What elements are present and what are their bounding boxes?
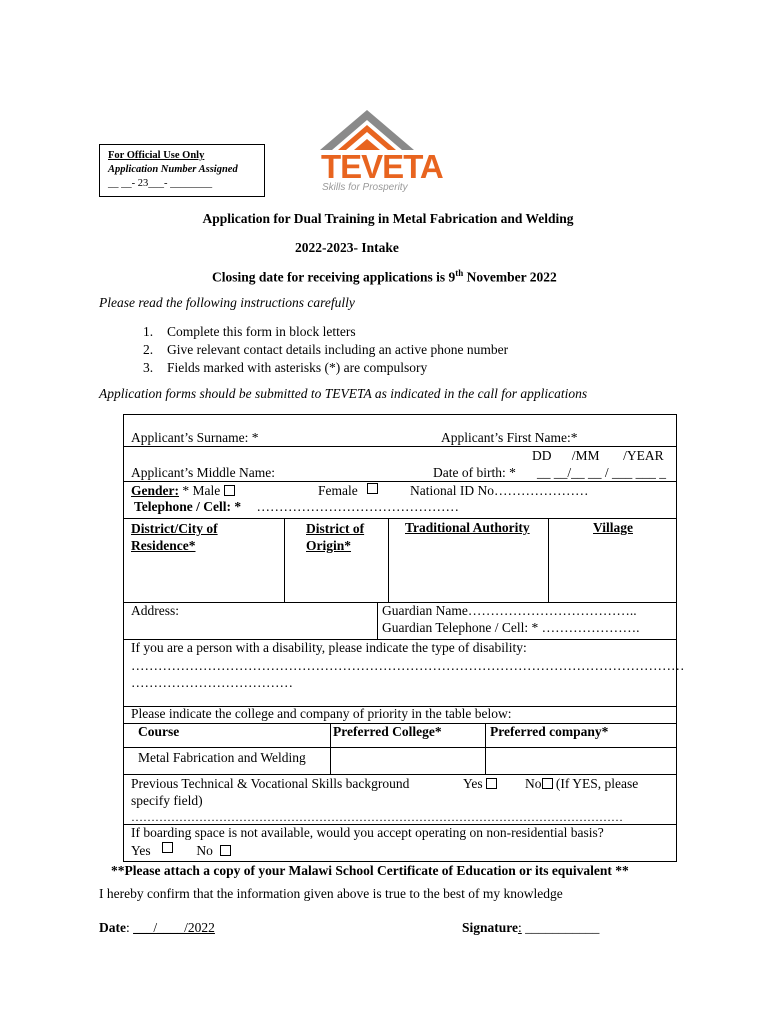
list-item: 3. Fields marked with asterisks (*) are compulsory — [143, 360, 428, 375]
telephone-label: Telephone / Cell: * — [134, 499, 242, 514]
submission-note: Application forms should be submitted to TEVETA as indicated in the call for applications — [99, 386, 588, 401]
application-number-label: Application Number Assigned — [108, 164, 238, 175]
logo-tagline: Skills for Prosperity — [322, 182, 408, 193]
official-use-title: For Official Use Only — [108, 150, 205, 161]
boarding-no-checkbox[interactable] — [220, 845, 231, 856]
gender-row — [131, 483, 235, 499]
closing-date: Closing date for receiving applications is 9th November 2022 — [212, 268, 557, 285]
boarding-no-label: No — [196, 843, 213, 858]
roof-icon — [316, 108, 418, 152]
tvs-specify-label: specify field) — [131, 793, 203, 808]
surname-field[interactable]: Applicant’s Surname: * — [131, 430, 259, 445]
intake-heading: 2022-2023- Intake — [295, 240, 399, 255]
tvs-background-question: Previous Technical & Vocational Skills background — [131, 776, 410, 791]
official-use-box — [99, 144, 265, 197]
tvs-specify-line[interactable]: …………………………………………………………………………………………………………… — [131, 810, 623, 824]
district-origin-header: District of Origin* — [306, 521, 365, 553]
traditional-authority-header: Traditional Authority — [405, 520, 530, 535]
female-label: Female — [318, 483, 358, 498]
district-residence-header: District/City of Residence* — [131, 521, 218, 553]
tvs-yes-label: Yes — [463, 776, 483, 791]
teveta-logo — [316, 108, 443, 196]
form-title: Application for Dual Training in Metal Fabrication and Welding — [202, 211, 574, 226]
logo-wordmark: TEVETA — [321, 148, 443, 185]
date-value[interactable]: ___/____/2022 — [133, 920, 215, 935]
disability-question: If you are a person with a disability, please indicate the type of disability: — [131, 640, 527, 655]
disability-answer-line[interactable]: …………………………………………………………………………………………………………… — [131, 658, 685, 673]
instructions-lead: Please read the following instructions carefully — [99, 295, 355, 310]
preferred-college-header: Preferred College* — [333, 724, 442, 739]
disability-answer-line[interactable]: ……………………………… — [131, 675, 293, 690]
signature-field[interactable]: Signature: ___________ — [462, 920, 600, 935]
telephone-field[interactable]: ……………………………………… — [256, 499, 460, 514]
female-option — [318, 483, 378, 499]
date-field[interactable]: Date: ___/____/2022 — [99, 920, 215, 935]
guardian-name-field[interactable]: Guardian Name……………………………….. — [382, 603, 637, 618]
date-label: Date — [99, 920, 126, 935]
tvs-yes-option — [463, 776, 497, 792]
first-name-field[interactable]: Applicant’s First Name:* — [441, 430, 578, 445]
dob-format-header: DD /MM /YEAR — [532, 448, 664, 463]
dob-field[interactable]: __ __/__ __ / ___ ___ _ — [537, 465, 667, 480]
tvs-yes-checkbox[interactable] — [486, 778, 497, 789]
telephone-row — [134, 499, 459, 515]
male-label: * Male — [179, 483, 221, 498]
tvs-no-label: No — [525, 776, 542, 791]
tvs-no-checkbox[interactable] — [542, 778, 553, 789]
address-field[interactable]: Address: — [131, 603, 179, 618]
middle-name-field[interactable]: Applicant’s Middle Name: — [131, 465, 275, 480]
signature-label: Signature — [462, 920, 519, 935]
signature-line[interactable]: ___________ — [525, 920, 600, 935]
priority-instruction: Please indicate the college and company of priority in the table below: — [131, 706, 512, 721]
dob-label: Date of birth: * — [433, 465, 516, 480]
preferred-company-header: Preferred company* — [490, 724, 609, 739]
boarding-yes-label: Yes — [131, 843, 151, 858]
attach-note: **Please attach a copy of your Malawi School Certificate of Education or its equivalent ** — [111, 863, 629, 878]
boarding-options — [131, 842, 231, 859]
national-id-field[interactable]: National ID No………………… — [410, 483, 589, 498]
list-item: 1. Complete this form in block letters — [143, 324, 356, 339]
course-value: Metal Fabrication and Welding — [138, 750, 306, 765]
list-item: 2. Give relevant contact details including an active phone number — [143, 342, 509, 357]
application-number-blank: __ __- 23___- ________ — [108, 178, 213, 189]
tvs-if-yes-text: (If YES, please — [555, 776, 639, 791]
female-checkbox[interactable] — [367, 483, 378, 494]
boarding-yes-checkbox[interactable] — [162, 842, 173, 853]
confirmation-statement: I hereby confirm that the information given above is true to the best of my knowledge — [99, 886, 563, 901]
gender-label: Gender: — [131, 483, 179, 498]
village-header: Village — [593, 520, 633, 535]
guardian-phone-field[interactable]: Guardian Telephone / Cell: * …………………. — [382, 620, 640, 635]
boarding-question: If boarding space is not available, would you accept operating on non-residential basis? — [131, 825, 604, 840]
course-header: Course — [138, 724, 180, 739]
male-checkbox[interactable] — [224, 485, 235, 496]
application-form-table — [123, 414, 685, 862]
tvs-no-option — [525, 776, 638, 792]
instructions-list — [143, 323, 508, 377]
